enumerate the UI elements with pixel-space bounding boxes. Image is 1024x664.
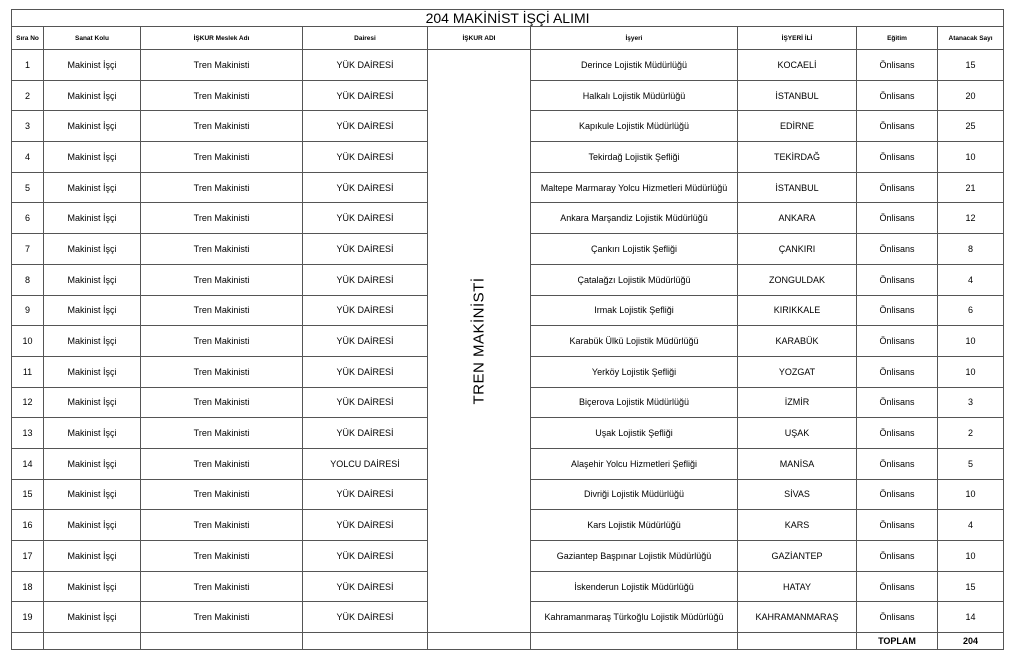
cell-meslek-adi: Tren Makinisti <box>141 142 303 173</box>
cell-atanacak-sayi: 10 <box>938 142 1004 173</box>
cell-dairesi: YÜK DAİRESİ <box>303 356 428 387</box>
cell-dairesi: YÜK DAİRESİ <box>303 541 428 572</box>
cell-dairesi: YÜK DAİRESİ <box>303 50 428 81</box>
cell-meslek-adi: Tren Makinisti <box>141 356 303 387</box>
total-empty-cell <box>531 633 738 650</box>
cell-meslek-adi: Tren Makinisti <box>141 571 303 602</box>
cell-meslek-adi: Tren Makinisti <box>141 326 303 357</box>
cell-sira-no: 13 <box>12 418 44 449</box>
cell-isyeri: Biçerova Lojistik Müdürlüğü <box>531 387 738 418</box>
header-egitim: Eğitim <box>857 27 938 50</box>
cell-sira-no: 5 <box>12 172 44 203</box>
cell-egitim: Önlisans <box>857 571 938 602</box>
total-row <box>12 633 1004 650</box>
cell-egitim: Önlisans <box>857 356 938 387</box>
cell-atanacak-sayi: 4 <box>938 510 1004 541</box>
cell-egitim: Önlisans <box>857 50 938 81</box>
cell-isyeri: Kapıkule Lojistik Müdürlüğü <box>531 111 738 142</box>
cell-meslek-adi: Tren Makinisti <box>141 387 303 418</box>
cell-dairesi: YÜK DAİRESİ <box>303 264 428 295</box>
cell-sanat-kolu: Makinist İşçi <box>44 295 141 326</box>
cell-atanacak-sayi: 15 <box>938 50 1004 81</box>
cell-isyeri-ili: UŞAK <box>738 418 857 449</box>
cell-isyeri: Karabük Ülkü Lojistik Müdürlüğü <box>531 326 738 357</box>
cell-dairesi: YÜK DAİRESİ <box>303 387 428 418</box>
cell-egitim: Önlisans <box>857 203 938 234</box>
cell-isyeri-ili: HATAY <box>738 571 857 602</box>
cell-isyeri-ili: İSTANBUL <box>738 172 857 203</box>
cell-isyeri: Kars Lojistik Müdürlüğü <box>531 510 738 541</box>
cell-egitim: Önlisans <box>857 510 938 541</box>
cell-sira-no: 9 <box>12 295 44 326</box>
cell-isyeri: Derince Lojistik Müdürlüğü <box>531 50 738 81</box>
cell-isyeri-ili: KOCAELİ <box>738 50 857 81</box>
cell-atanacak-sayi: 6 <box>938 295 1004 326</box>
cell-egitim: Önlisans <box>857 602 938 633</box>
cell-egitim: Önlisans <box>857 234 938 265</box>
cell-isyeri-ili: İSTANBUL <box>738 80 857 111</box>
cell-isyeri-ili: KIRIKKALE <box>738 295 857 326</box>
cell-isyeri: Uşak Lojistik Şefliği <box>531 418 738 449</box>
cell-egitim: Önlisans <box>857 387 938 418</box>
cell-sira-no: 7 <box>12 234 44 265</box>
cell-dairesi: YÜK DAİRESİ <box>303 142 428 173</box>
cell-meslek-adi: Tren Makinisti <box>141 479 303 510</box>
cell-sira-no: 16 <box>12 510 44 541</box>
cell-isyeri-ili: ÇANKIRI <box>738 234 857 265</box>
cell-atanacak-sayi: 8 <box>938 234 1004 265</box>
cell-sanat-kolu: Makinist İşçi <box>44 326 141 357</box>
cell-dairesi: YÜK DAİRESİ <box>303 571 428 602</box>
header-sanat-kolu: Sanat Kolu <box>44 27 141 50</box>
cell-meslek-adi: Tren Makinisti <box>141 448 303 479</box>
header-dairesi: Dairesi <box>303 27 428 50</box>
cell-dairesi: YÜK DAİRESİ <box>303 479 428 510</box>
cell-sanat-kolu: Makinist İşçi <box>44 80 141 111</box>
cell-atanacak-sayi: 20 <box>938 80 1004 111</box>
iskur-adi-merged-cell <box>428 50 531 633</box>
cell-egitim: Önlisans <box>857 80 938 111</box>
cell-sanat-kolu: Makinist İşçi <box>44 479 141 510</box>
cell-isyeri: Çankırı Lojistik Şefliği <box>531 234 738 265</box>
cell-egitim: Önlisans <box>857 111 938 142</box>
cell-dairesi: YOLCU DAİRESİ <box>303 448 428 479</box>
total-empty-cell <box>303 633 428 650</box>
header-sira-no: Sıra No <box>12 27 44 50</box>
header-atanacak-sayi: Atanacak Sayı <box>938 27 1004 50</box>
cell-sira-no: 15 <box>12 479 44 510</box>
cell-isyeri: Halkalı Lojistik Müdürlüğü <box>531 80 738 111</box>
cell-egitim: Önlisans <box>857 541 938 572</box>
cell-sira-no: 14 <box>12 448 44 479</box>
cell-atanacak-sayi: 15 <box>938 571 1004 602</box>
cell-egitim: Önlisans <box>857 295 938 326</box>
cell-sira-no: 2 <box>12 80 44 111</box>
total-empty-cell <box>12 633 44 650</box>
cell-isyeri-ili: TEKİRDAĞ <box>738 142 857 173</box>
recruitment-table <box>11 9 1004 650</box>
cell-sanat-kolu: Makinist İşçi <box>44 510 141 541</box>
cell-sanat-kolu: Makinist İşçi <box>44 541 141 572</box>
cell-sanat-kolu: Makinist İşçi <box>44 50 141 81</box>
cell-egitim: Önlisans <box>857 172 938 203</box>
cell-isyeri: Maltepe Marmaray Yolcu Hizmetleri Müdürlüğü <box>531 172 738 203</box>
cell-sanat-kolu: Makinist İşçi <box>44 172 141 203</box>
cell-isyeri-ili: KAHRAMANMARAŞ <box>738 602 857 633</box>
cell-sira-no: 6 <box>12 203 44 234</box>
header-isyeri: İşyeri <box>531 27 738 50</box>
cell-dairesi: YÜK DAİRESİ <box>303 510 428 541</box>
cell-sanat-kolu: Makinist İşçi <box>44 602 141 633</box>
cell-egitim: Önlisans <box>857 479 938 510</box>
cell-isyeri: Ankara Marşandiz Lojistik Müdürlüğü <box>531 203 738 234</box>
header-isyeri-ili: İŞYERİ İLİ <box>738 27 857 50</box>
cell-atanacak-sayi: 10 <box>938 541 1004 572</box>
total-empty-cell <box>428 633 531 650</box>
header-iskur-adi: İŞKUR ADI <box>428 27 531 50</box>
page-title: 204 MAKİNİST İŞÇİ ALIMI <box>12 10 1004 27</box>
cell-sira-no: 19 <box>12 602 44 633</box>
iskur-adi-label: TREN MAKİNİSTİ <box>470 277 488 405</box>
cell-isyeri: Kahramanmaraş Türkoğlu Lojistik Müdürlüğü <box>531 602 738 633</box>
cell-isyeri: Irmak Lojistik Şefliği <box>531 295 738 326</box>
cell-meslek-adi: Tren Makinisti <box>141 602 303 633</box>
cell-sanat-kolu: Makinist İşçi <box>44 387 141 418</box>
total-label: TOPLAM <box>857 633 938 650</box>
cell-egitim: Önlisans <box>857 264 938 295</box>
cell-isyeri: Yerköy Lojistik Şefliği <box>531 356 738 387</box>
cell-meslek-adi: Tren Makinisti <box>141 234 303 265</box>
cell-sira-no: 1 <box>12 50 44 81</box>
cell-sanat-kolu: Makinist İşçi <box>44 142 141 173</box>
cell-sanat-kolu: Makinist İşçi <box>44 203 141 234</box>
cell-sanat-kolu: Makinist İşçi <box>44 448 141 479</box>
cell-atanacak-sayi: 10 <box>938 356 1004 387</box>
cell-egitim: Önlisans <box>857 326 938 357</box>
cell-meslek-adi: Tren Makinisti <box>141 203 303 234</box>
cell-dairesi: YÜK DAİRESİ <box>303 203 428 234</box>
cell-atanacak-sayi: 21 <box>938 172 1004 203</box>
cell-meslek-adi: Tren Makinisti <box>141 50 303 81</box>
table-body <box>12 50 1004 633</box>
header-iskur-meslek-adi: İŞKUR Meslek Adı <box>141 27 303 50</box>
cell-sira-no: 10 <box>12 326 44 357</box>
total-value: 204 <box>938 633 1004 650</box>
cell-sanat-kolu: Makinist İşçi <box>44 571 141 602</box>
cell-dairesi: YÜK DAİRESİ <box>303 295 428 326</box>
cell-dairesi: YÜK DAİRESİ <box>303 234 428 265</box>
cell-egitim: Önlisans <box>857 142 938 173</box>
cell-isyeri-ili: GAZİANTEP <box>738 541 857 572</box>
cell-sanat-kolu: Makinist İşçi <box>44 111 141 142</box>
cell-isyeri: Çatalağzı Lojistik Müdürlüğü <box>531 264 738 295</box>
cell-dairesi: YÜK DAİRESİ <box>303 172 428 203</box>
cell-isyeri-ili: ANKARA <box>738 203 857 234</box>
cell-isyeri: İskenderun Lojistik Müdürlüğü <box>531 571 738 602</box>
cell-atanacak-sayi: 10 <box>938 479 1004 510</box>
cell-meslek-adi: Tren Makinisti <box>141 172 303 203</box>
cell-dairesi: YÜK DAİRESİ <box>303 111 428 142</box>
cell-sanat-kolu: Makinist İşçi <box>44 264 141 295</box>
cell-meslek-adi: Tren Makinisti <box>141 541 303 572</box>
cell-atanacak-sayi: 5 <box>938 448 1004 479</box>
cell-sira-no: 3 <box>12 111 44 142</box>
cell-sira-no: 12 <box>12 387 44 418</box>
cell-isyeri-ili: İZMİR <box>738 387 857 418</box>
total-empty-cell <box>738 633 857 650</box>
cell-isyeri-ili: SİVAS <box>738 479 857 510</box>
cell-dairesi: YÜK DAİRESİ <box>303 80 428 111</box>
table-row <box>12 50 1004 81</box>
cell-egitim: Önlisans <box>857 418 938 449</box>
cell-atanacak-sayi: 2 <box>938 418 1004 449</box>
cell-dairesi: YÜK DAİRESİ <box>303 602 428 633</box>
cell-sanat-kolu: Makinist İşçi <box>44 234 141 265</box>
cell-sira-no: 4 <box>12 142 44 173</box>
cell-isyeri: Tekirdağ Lojistik Şefliği <box>531 142 738 173</box>
cell-meslek-adi: Tren Makinisti <box>141 295 303 326</box>
cell-meslek-adi: Tren Makinisti <box>141 418 303 449</box>
cell-isyeri-ili: ZONGULDAK <box>738 264 857 295</box>
cell-isyeri: Alaşehir Yolcu Hizmetleri Şefliği <box>531 448 738 479</box>
cell-meslek-adi: Tren Makinisti <box>141 264 303 295</box>
total-empty-cell <box>141 633 303 650</box>
cell-sira-no: 18 <box>12 571 44 602</box>
cell-meslek-adi: Tren Makinisti <box>141 111 303 142</box>
cell-sanat-kolu: Makinist İşçi <box>44 418 141 449</box>
cell-egitim: Önlisans <box>857 448 938 479</box>
cell-isyeri: Gaziantep Başpınar Lojistik Müdürlüğü <box>531 541 738 572</box>
total-empty-cell <box>44 633 141 650</box>
cell-atanacak-sayi: 10 <box>938 326 1004 357</box>
cell-atanacak-sayi: 14 <box>938 602 1004 633</box>
cell-atanacak-sayi: 4 <box>938 264 1004 295</box>
cell-meslek-adi: Tren Makinisti <box>141 80 303 111</box>
cell-dairesi: YÜK DAİRESİ <box>303 418 428 449</box>
cell-atanacak-sayi: 12 <box>938 203 1004 234</box>
cell-isyeri-ili: KARS <box>738 510 857 541</box>
cell-sira-no: 8 <box>12 264 44 295</box>
cell-dairesi: YÜK DAİRESİ <box>303 326 428 357</box>
cell-sira-no: 17 <box>12 541 44 572</box>
cell-meslek-adi: Tren Makinisti <box>141 510 303 541</box>
cell-isyeri-ili: YOZGAT <box>738 356 857 387</box>
cell-isyeri-ili: MANİSA <box>738 448 857 479</box>
cell-sira-no: 11 <box>12 356 44 387</box>
cell-isyeri-ili: EDİRNE <box>738 111 857 142</box>
cell-atanacak-sayi: 25 <box>938 111 1004 142</box>
cell-atanacak-sayi: 3 <box>938 387 1004 418</box>
cell-sanat-kolu: Makinist İşçi <box>44 356 141 387</box>
cell-isyeri: Divriği Lojistik Müdürlüğü <box>531 479 738 510</box>
cell-isyeri-ili: KARABÜK <box>738 326 857 357</box>
